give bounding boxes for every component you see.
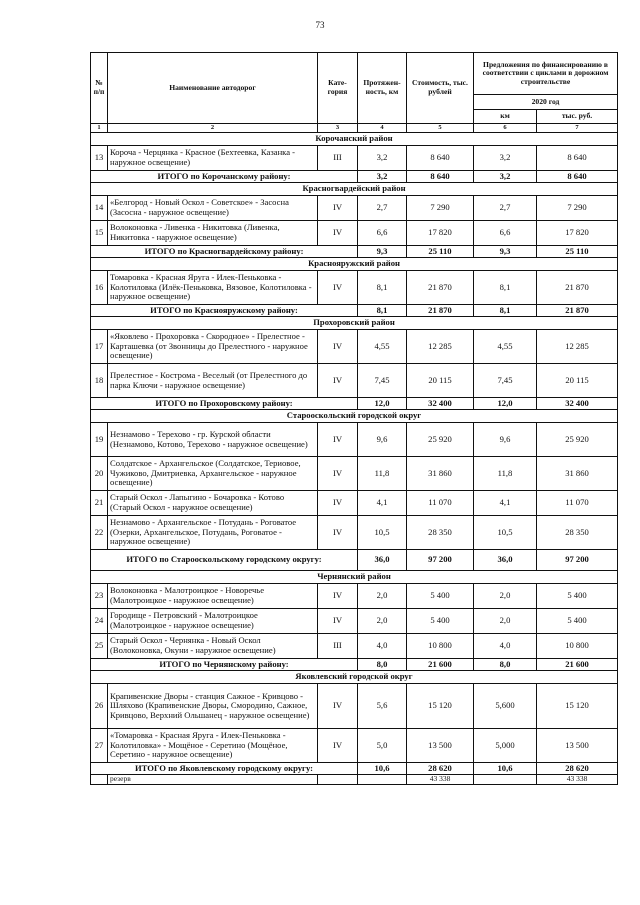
road-length: 9,6 xyxy=(358,423,407,457)
header-row-1 xyxy=(91,53,618,95)
district-name: Яковлевский городской округ xyxy=(91,671,618,684)
road-length: 11,8 xyxy=(358,457,407,491)
road-category: IV xyxy=(318,491,358,516)
table-row xyxy=(91,584,618,609)
proposal-km: 9,6 xyxy=(474,423,537,457)
table-row xyxy=(91,516,618,550)
total-rub: 8 640 xyxy=(537,171,618,183)
row-number: 21 xyxy=(91,491,108,516)
total-km: 3,2 xyxy=(474,171,537,183)
row-number: 17 xyxy=(91,330,108,364)
district-row xyxy=(91,258,618,271)
column-number: 5 xyxy=(407,124,474,133)
table-row xyxy=(91,364,618,398)
road-name: Крапивенские Дворы - станция Сажное - Кривцово - Шляхово (Крапивенские Дворы, Смородино, Сажное, Кривцово, Верхний Ольшанец - наружное освещение) xyxy=(108,684,318,729)
district-name: Корочанский район xyxy=(91,133,618,146)
road-category: III xyxy=(318,146,358,171)
road-cost: 7 290 xyxy=(407,196,474,221)
total-rub: 32 400 xyxy=(537,398,618,410)
proposal-rub: 10 800 xyxy=(537,634,618,659)
proposal-km: 4,0 xyxy=(474,634,537,659)
road-cost: 5 400 xyxy=(407,609,474,634)
road-cost: 25 920 xyxy=(407,423,474,457)
column-number: 1 xyxy=(91,124,108,133)
total-length: 9,3 xyxy=(358,246,407,258)
row-number: 25 xyxy=(91,634,108,659)
table-row xyxy=(91,146,618,171)
table-row xyxy=(91,634,618,659)
road-cost: 20 115 xyxy=(407,364,474,398)
proposal-km: 2,0 xyxy=(474,609,537,634)
road-length: 7,45 xyxy=(358,364,407,398)
total-length: 8,0 xyxy=(358,659,407,671)
header-proposals: Предложения по финансированию в соответствии с циклами в дорожном строительстве xyxy=(474,53,618,95)
total-label: ИТОГО по Яковлевскому городскому округу: xyxy=(91,763,358,775)
total-row xyxy=(91,305,618,317)
reserve-rub: 43 338 xyxy=(537,775,618,785)
road-category: IV xyxy=(318,609,358,634)
total-row xyxy=(91,246,618,258)
proposal-km: 10,5 xyxy=(474,516,537,550)
road-name: «Белгород - Новый Оскол - Советское» - Засосна (Засосна - наружное освещение) xyxy=(108,196,318,221)
district-name: Краснояружский район xyxy=(91,258,618,271)
road-name: Короча - Черцянка - Красное (Бехтеевка, Казанка - наружное освещение) xyxy=(108,146,318,171)
road-length: 2,0 xyxy=(358,609,407,634)
total-km: 36,0 xyxy=(474,550,537,571)
proposal-km: 3,2 xyxy=(474,146,537,171)
road-category: IV xyxy=(318,516,358,550)
total-cost: 8 640 xyxy=(407,171,474,183)
row-number: 20 xyxy=(91,457,108,491)
proposal-rub: 17 820 xyxy=(537,221,618,246)
district-row xyxy=(91,571,618,584)
total-km: 8,1 xyxy=(474,305,537,317)
district-name: Старооскольский городской округ xyxy=(91,410,618,423)
road-length: 4,0 xyxy=(358,634,407,659)
total-km: 8,0 xyxy=(474,659,537,671)
road-name: Незнамово - Архангельское - Потудань - Роговатое (Озерки, Архангельское, Потудань, Роговатое - наружное освещение) xyxy=(108,516,318,550)
district-name: Чернянский район xyxy=(91,571,618,584)
road-name: Волоконовка - Ливенка - Никитовка (Ливенка, Никитовка - наружное освещение) xyxy=(108,221,318,246)
road-category: IV xyxy=(318,457,358,491)
road-cost: 10 800 xyxy=(407,634,474,659)
road-category: IV xyxy=(318,221,358,246)
proposal-rub: 31 860 xyxy=(537,457,618,491)
road-length: 2,7 xyxy=(358,196,407,221)
column-number: 6 xyxy=(474,124,537,133)
header-cost: Стоимость, тыс. рублей xyxy=(407,53,474,124)
road-length: 10,5 xyxy=(358,516,407,550)
row-number: 24 xyxy=(91,609,108,634)
road-length: 5,6 xyxy=(358,684,407,729)
total-label: ИТОГО по Краснояружскому району: xyxy=(91,305,358,317)
row-number: 14 xyxy=(91,196,108,221)
proposal-km: 6,6 xyxy=(474,221,537,246)
district-row xyxy=(91,183,618,196)
district-row xyxy=(91,133,618,146)
reserve-label: резерв xyxy=(108,775,318,785)
column-number: 7 xyxy=(537,124,618,133)
reserve-row xyxy=(91,775,618,785)
proposal-km: 11,8 xyxy=(474,457,537,491)
road-cost: 11 070 xyxy=(407,491,474,516)
road-cost: 8 640 xyxy=(407,146,474,171)
reserve-length xyxy=(358,775,407,785)
road-length: 4,1 xyxy=(358,491,407,516)
reserve-category xyxy=(318,775,358,785)
header-thousand-rub: тыс. руб. xyxy=(537,109,618,123)
total-cost: 21 600 xyxy=(407,659,474,671)
road-cost: 17 820 xyxy=(407,221,474,246)
proposal-rub: 21 870 xyxy=(537,271,618,305)
total-label: ИТОГО по Корочанскому району: xyxy=(91,171,358,183)
proposal-km: 4,55 xyxy=(474,330,537,364)
total-row xyxy=(91,659,618,671)
proposal-rub: 5 400 xyxy=(537,609,618,634)
total-km: 12,0 xyxy=(474,398,537,410)
total-label: ИТОГО по Чернянскому району: xyxy=(91,659,358,671)
total-length: 36,0 xyxy=(358,550,407,571)
proposal-rub: 20 115 xyxy=(537,364,618,398)
total-row xyxy=(91,398,618,410)
proposal-km: 2,0 xyxy=(474,584,537,609)
proposal-km: 8,1 xyxy=(474,271,537,305)
district-row xyxy=(91,317,618,330)
road-financing-table xyxy=(90,52,618,785)
total-length: 10,6 xyxy=(358,763,407,775)
total-label: ИТОГО по Красногвардейскому району: xyxy=(91,246,358,258)
proposal-rub: 28 350 xyxy=(537,516,618,550)
proposal-rub: 13 500 xyxy=(537,729,618,763)
row-number: 18 xyxy=(91,364,108,398)
road-cost: 12 285 xyxy=(407,330,474,364)
total-label: ИТОГО по Прохоровскому району: xyxy=(91,398,358,410)
road-category: IV xyxy=(318,196,358,221)
road-category: IV xyxy=(318,423,358,457)
road-length: 2,0 xyxy=(358,584,407,609)
road-category: IV xyxy=(318,729,358,763)
road-cost: 5 400 xyxy=(407,584,474,609)
total-cost: 32 400 xyxy=(407,398,474,410)
reserve-cost: 43 338 xyxy=(407,775,474,785)
road-length: 5,0 xyxy=(358,729,407,763)
table-row xyxy=(91,330,618,364)
row-number: 22 xyxy=(91,516,108,550)
district-row xyxy=(91,671,618,684)
row-number: 23 xyxy=(91,584,108,609)
table-row xyxy=(91,221,618,246)
road-cost: 13 500 xyxy=(407,729,474,763)
header-num: № п/п xyxy=(91,53,108,124)
table-row xyxy=(91,196,618,221)
road-category: III xyxy=(318,634,358,659)
road-cost: 15 120 xyxy=(407,684,474,729)
table-header xyxy=(91,53,618,133)
column-number: 4 xyxy=(358,124,407,133)
road-category: IV xyxy=(318,684,358,729)
proposal-km: 7,45 xyxy=(474,364,537,398)
proposal-km: 2,7 xyxy=(474,196,537,221)
road-name: Солдатское - Архангельское (Солдатское, Териовое, Чужиково, Дмитриевка, Архангельское - наружное освещение) xyxy=(108,457,318,491)
road-name: «Томаровка - Красная Яруга - Илек-Пеньковка - Колотиловка» - Мощёное - Серетино (Мощёное, Серетино - наружное освещение) xyxy=(108,729,318,763)
total-row xyxy=(91,763,618,775)
header-km: км xyxy=(474,109,537,123)
total-rub: 21 600 xyxy=(537,659,618,671)
total-cost: 97 200 xyxy=(407,550,474,571)
road-name: Волоконовка - Малотроицкое - Новоречье (Малотроицкое - наружное освещение) xyxy=(108,584,318,609)
total-length: 3,2 xyxy=(358,171,407,183)
proposal-rub: 11 070 xyxy=(537,491,618,516)
header-name: Наименование автодорог xyxy=(108,53,318,124)
proposal-rub: 15 120 xyxy=(537,684,618,729)
row-number: 16 xyxy=(91,271,108,305)
road-name: Прелестное - Кострома - Веселый (от Прелестного до парка Ключи - наружное освещение) xyxy=(108,364,318,398)
row-number: 13 xyxy=(91,146,108,171)
road-cost: 31 860 xyxy=(407,457,474,491)
road-name: Томаровка - Красная Яруга - Илек-Пеньковка - Колотиловка (Илёк-Пеньковка, Вязовое, Колотиловка - наружное освещение) xyxy=(108,271,318,305)
total-row xyxy=(91,550,618,571)
table-body xyxy=(91,133,618,785)
total-length: 12,0 xyxy=(358,398,407,410)
header-length: Протяжен-ность, км xyxy=(358,53,407,124)
row-number: 26 xyxy=(91,684,108,729)
total-rub: 25 110 xyxy=(537,246,618,258)
column-number: 3 xyxy=(318,124,358,133)
total-rub: 21 870 xyxy=(537,305,618,317)
road-cost: 28 350 xyxy=(407,516,474,550)
road-length: 8,1 xyxy=(358,271,407,305)
total-rub: 28 620 xyxy=(537,763,618,775)
table-row xyxy=(91,457,618,491)
road-category: IV xyxy=(318,584,358,609)
total-cost: 25 110 xyxy=(407,246,474,258)
district-row xyxy=(91,410,618,423)
reserve-km xyxy=(474,775,537,785)
table-row xyxy=(91,423,618,457)
road-cost: 21 870 xyxy=(407,271,474,305)
road-category: IV xyxy=(318,330,358,364)
total-cost: 28 620 xyxy=(407,763,474,775)
total-length: 8,1 xyxy=(358,305,407,317)
total-row xyxy=(91,171,618,183)
column-number-row xyxy=(91,124,618,133)
total-cost: 21 870 xyxy=(407,305,474,317)
table-row xyxy=(91,729,618,763)
proposal-rub: 12 285 xyxy=(537,330,618,364)
page-number: 73 xyxy=(315,20,325,30)
road-category: IV xyxy=(318,271,358,305)
proposal-km: 5,000 xyxy=(474,729,537,763)
table-row xyxy=(91,491,618,516)
road-name: Старый Оскол - Чернянка - Новый Оскол (Волоконовка, Окуни - наружное освещение) xyxy=(108,634,318,659)
proposal-rub: 25 920 xyxy=(537,423,618,457)
proposal-rub: 7 290 xyxy=(537,196,618,221)
proposal-rub: 5 400 xyxy=(537,584,618,609)
total-rub: 97 200 xyxy=(537,550,618,571)
proposal-rub: 8 640 xyxy=(537,146,618,171)
row-number: 15 xyxy=(91,221,108,246)
road-length: 6,6 xyxy=(358,221,407,246)
header-category: Кате-гория xyxy=(318,53,358,124)
table-row xyxy=(91,609,618,634)
proposal-km: 4,1 xyxy=(474,491,537,516)
proposal-km: 5,600 xyxy=(474,684,537,729)
table-row xyxy=(91,684,618,729)
total-km: 10,6 xyxy=(474,763,537,775)
row-number: 27 xyxy=(91,729,108,763)
road-name: Незнамово - Терехово - гр. Курской области (Незнамово, Котово, Терехово - наружное освещение) xyxy=(108,423,318,457)
road-name: Старый Оскол - Лапыгино - Бочаровка - Котово (Старый Оскол - наружное освещение) xyxy=(108,491,318,516)
district-name: Прохоровский район xyxy=(91,317,618,330)
total-km: 9,3 xyxy=(474,246,537,258)
table-row xyxy=(91,271,618,305)
reserve-number xyxy=(91,775,108,785)
total-label: ИТОГО по Старооскольскому городскому округу: xyxy=(91,550,358,571)
road-name: Городище - Петровский - Малотроицкое (Малотроицкое - наружное освещение) xyxy=(108,609,318,634)
header-year: 2020 год xyxy=(474,95,618,109)
row-number: 19 xyxy=(91,423,108,457)
road-category: IV xyxy=(318,364,358,398)
column-number: 2 xyxy=(108,124,318,133)
road-length: 3,2 xyxy=(358,146,407,171)
district-name: Красногвардейский район xyxy=(91,183,618,196)
road-length: 4,55 xyxy=(358,330,407,364)
road-name: «Яковлево - Прохоровка - Скородное» - Прелестное - Карташевка (от Звонницы до Прелестного - наружное освещение) xyxy=(108,330,318,364)
